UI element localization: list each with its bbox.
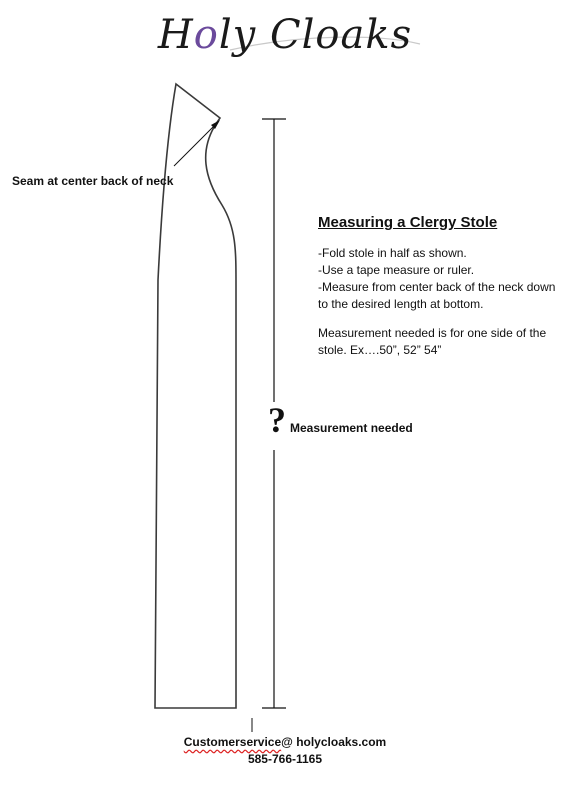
seam-arrow — [174, 124, 216, 166]
question-mark: ? — [268, 400, 286, 440]
instruction-step: -Use a tape measure or ruler. — [318, 263, 475, 277]
instruction-note: Measurement needed is for one side of the stole. Ex….50”, 52” 54” — [318, 326, 547, 357]
instructions-title: Measuring a Clergy Stole — [318, 214, 498, 231]
email-user: Customerservice — [183, 735, 282, 749]
instructions — [318, 214, 558, 359]
logo-text-rest: ly Cloaks — [218, 12, 413, 58]
instruction-step: -Measure from center back of the neck down to the desired length at bottom. — [318, 280, 556, 311]
contact-phone[interactable]: 585-766-1165 — [247, 752, 323, 766]
measurement-label: Measurement needed — [290, 421, 413, 435]
logo-text-lead: H — [157, 12, 194, 58]
contact-info — [0, 734, 570, 768]
contact-email[interactable] — [0, 734, 570, 751]
logo-text-accent: o — [193, 12, 219, 58]
instruction-step: -Fold stole in half as shown. — [318, 246, 467, 260]
email-domain: @ holycloaks.com — [281, 735, 387, 749]
instruction-steps — [318, 245, 558, 313]
seam-label: Seam at center back of neck — [12, 174, 174, 188]
